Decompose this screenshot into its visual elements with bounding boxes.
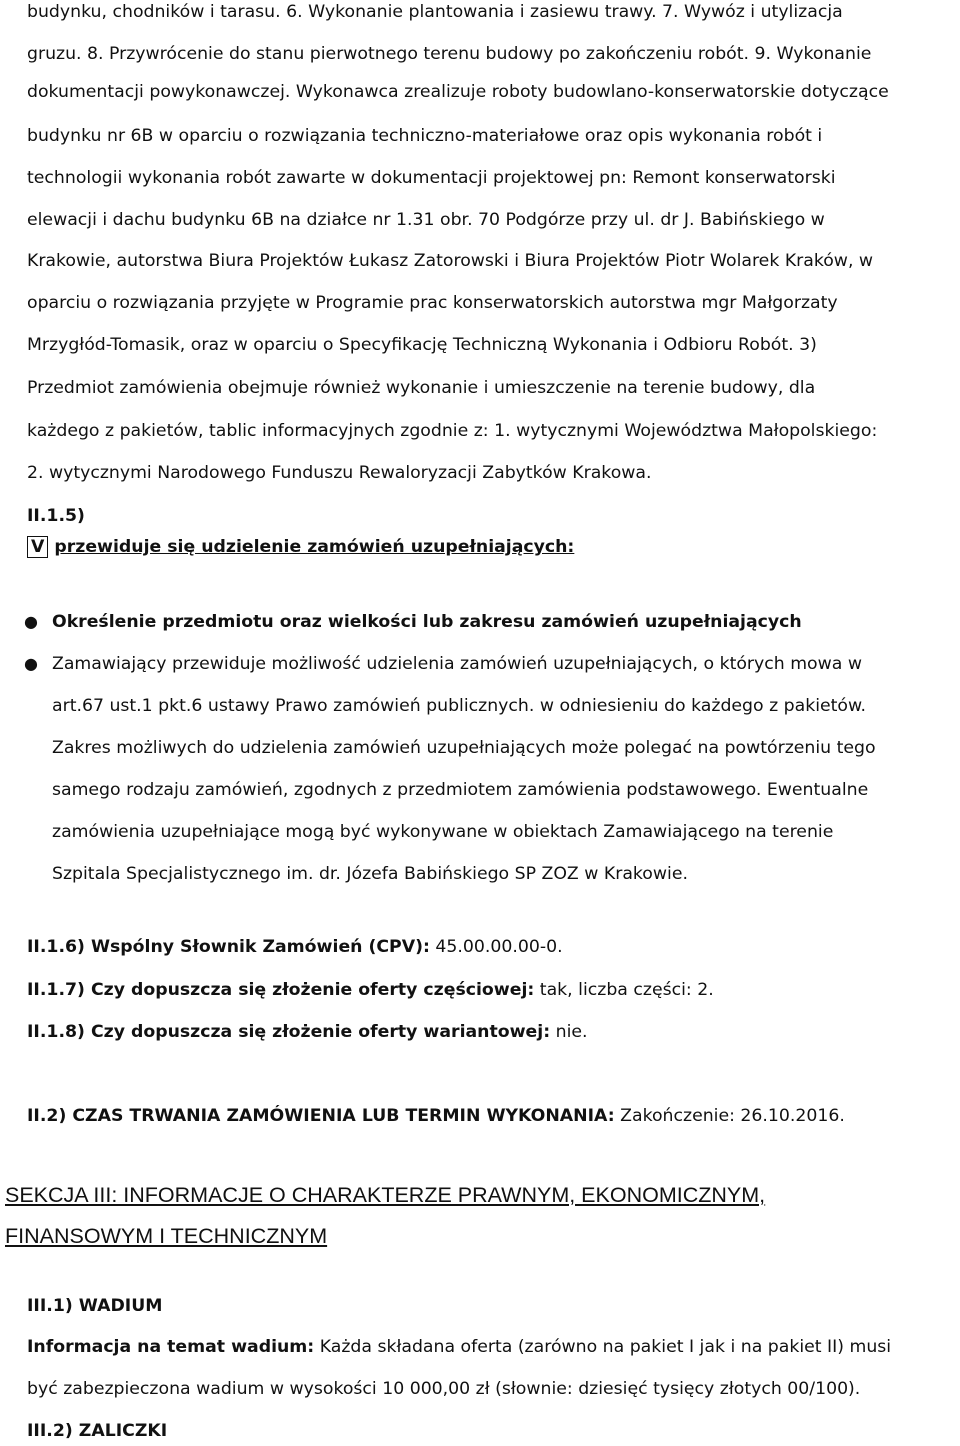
section-heading-line: SEKCJA III: INFORMACJE O CHARAKTERZE PRAWNYM, EKONOMICZNYM, bbox=[5, 1183, 766, 1207]
text-line: Mrzygłód-Tomasik, oraz w oparciu o Specyfikację Techniczną Wykonania i Odbioru Robót. 3) bbox=[27, 335, 817, 355]
section-heading-line: FINANSOWYM I TECHNICZNYM bbox=[5, 1224, 328, 1248]
bullet-icon: ● bbox=[24, 654, 38, 673]
text-line: art.67 ust.1 pkt.6 ustawy Prawo zamówień publicznych. w odniesieniu do każdego z pakietów. bbox=[52, 696, 867, 716]
bullet-heading: Określenie przedmiotu oraz wielkości lub zakresu zamówień uzupełniających bbox=[52, 612, 802, 632]
text-line: elewacji i dachu budynku 6B na działce nr 1.31 obr. 70 Podgórze przy ul. dr J. Babińskiego w bbox=[27, 210, 825, 230]
text-line: samego rodzaju zamówień, zgodnych z przedmiotem zamówienia podstawowego. Ewentualne bbox=[52, 780, 869, 800]
text-line: Szpitala Specjalistycznego im. dr. Józefa Babińskiego SP ZOZ w Krakowie. bbox=[52, 864, 688, 884]
wadium-info: Informacja na temat wadium: Każda składana oferta (zarówno na pakiet I jak i na pakiet II) musi bbox=[27, 1337, 892, 1357]
zaliczki-title: III.2) ZALICZKI bbox=[27, 1421, 168, 1441]
checkbox-row bbox=[27, 536, 574, 558]
text-line: Zakres możliwych do udzielenia zamówień uzupełniających może polegać na powtórzeniu tego bbox=[52, 738, 876, 758]
text-line: Krakowie, autorstwa Biura Projektów Łukasz Zatorowski i Biura Projektów Piotr Wolarek Kraków, w bbox=[27, 251, 874, 271]
text-line: 2. wytycznymi Narodowego Funduszu Rewaloryzacji Zabytków Krakowa. bbox=[27, 463, 652, 483]
duration-row: II.2) CZAS TRWANIA ZAMÓWIENIA LUB TERMIN WYKONANIA: Zakończenie: 26.10.2016. bbox=[27, 1106, 845, 1126]
wadium-title: III.1) WADIUM bbox=[27, 1296, 163, 1316]
checkbox-marked: V bbox=[27, 536, 48, 558]
variant-offer-row: II.1.8) Czy dopuszcza się złożenie oferty wariantowej: nie. bbox=[27, 1022, 588, 1042]
text-line: gruzu. 8. Przywrócenie do stanu pierwotnego terenu budowy po zakończeniu robót. 9. Wykonanie bbox=[27, 44, 872, 64]
text-line: zamówienia uzupełniające mogą być wykonywane w obiektach Zamawiającego na terenie bbox=[52, 822, 834, 842]
text-line: budynku, chodników i tarasu. 6. Wykonanie plantowania i zasiewu trawy. 7. Wywóz i utylizacja bbox=[27, 2, 843, 22]
text-line: dokumentacji powykonawczej. Wykonawca zrealizuje roboty budowlano-konserwatorskie dotyczące bbox=[27, 82, 889, 102]
bullet-icon: ● bbox=[24, 612, 38, 631]
cpv-row: II.1.6) Wspólny Słownik Zamówień (CPV): 45.00.00.00-0. bbox=[27, 937, 563, 957]
text-line: każdego z pakietów, tablic informacyjnych zgodnie z: 1. wytycznymi Województwa Małopolskiego: bbox=[27, 421, 878, 441]
section-number: II.1.5) bbox=[27, 506, 85, 526]
text-line: Zamawiający przewiduje możliwość udzielenia zamówień uzupełniających, o których mowa w bbox=[52, 654, 862, 674]
text-line: oparciu o rozwiązania przyjęte w Programie prac konserwatorskich autorstwa mgr Małgorzaty bbox=[27, 293, 838, 313]
text-line: budynku nr 6B w oparciu o rozwiązania techniczno-materiałowe oraz opis wykonania robót i bbox=[27, 126, 823, 146]
text-line: technologii wykonania robót zawarte w dokumentacji projektowej pn: Remont konserwatorski bbox=[27, 168, 836, 188]
text-line: być zabezpieczona wadium w wysokości 10 000,00 zł (słownie: dziesięć tysięcy złotych 00/100). bbox=[27, 1379, 861, 1399]
checkbox-label: przewiduje się udzielenie zamówień uzupełniających: bbox=[54, 537, 575, 557]
text-line: Przedmiot zamówienia obejmuje również wykonanie i umieszczenie na terenie budowy, dla bbox=[27, 378, 816, 398]
partial-offer-row: II.1.7) Czy dopuszcza się złożenie oferty częściowej: tak, liczba części: 2. bbox=[27, 980, 714, 1000]
